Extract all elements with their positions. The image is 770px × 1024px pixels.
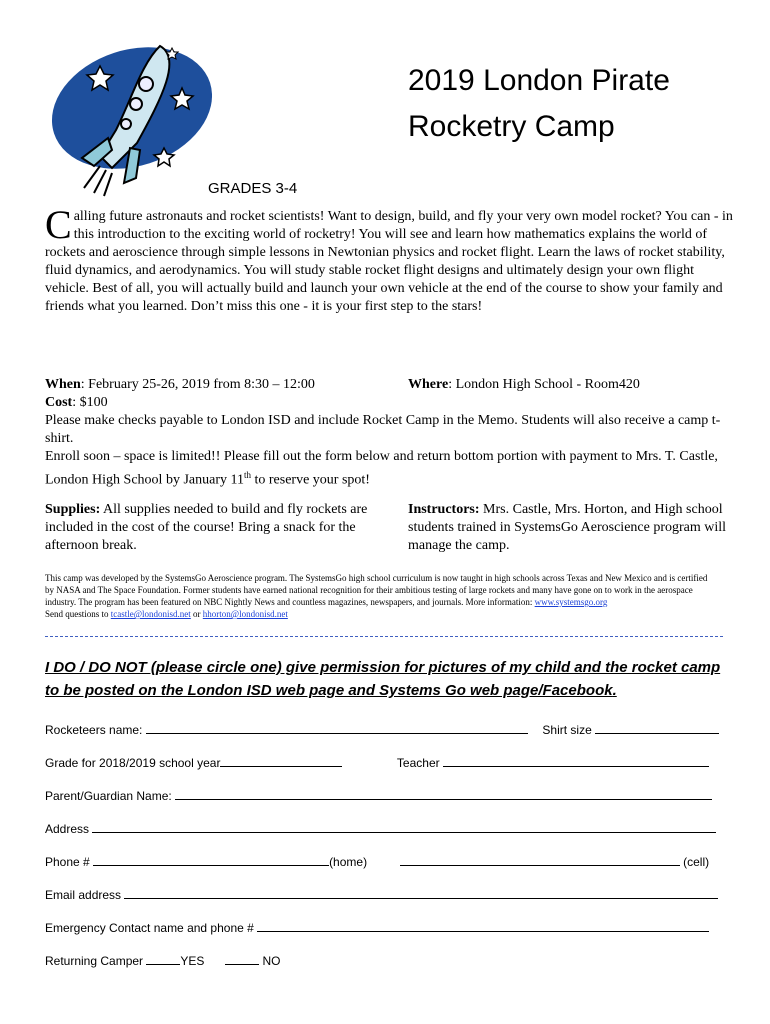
- enroll-sup: th: [243, 470, 251, 480]
- home-phone-field[interactable]: [93, 854, 329, 866]
- when-value: : February 25-26, 2019 from 8:30 – 12:00: [80, 377, 315, 392]
- drop-cap: C: [45, 202, 72, 247]
- name-field[interactable]: [146, 722, 528, 734]
- title-line-2: Rocketry Camp: [408, 110, 615, 143]
- form-row-email: [45, 887, 718, 903]
- parent-field[interactable]: [175, 788, 712, 800]
- permission-statement: [45, 656, 725, 702]
- cost-label: Cost: [45, 395, 73, 410]
- permission-text: I DO / DO NOT (please circle one) give permission for pictures of my child and the rocket camp to be posted on the London ISD web page and Systems Go web page/Facebook: [45, 659, 721, 699]
- instructors-section: [408, 501, 738, 555]
- cell-phone-field[interactable]: [400, 854, 680, 866]
- grade-label: Grade for 2018/2019 school year: [45, 756, 221, 770]
- form-row-parent: [45, 788, 712, 804]
- shirt-label: Shirt size: [542, 723, 592, 737]
- intro-paragraph: [45, 202, 735, 316]
- supplies-label: Supplies:: [45, 502, 101, 517]
- email-label: Email address: [45, 888, 122, 902]
- page-title: [408, 58, 748, 150]
- no-field[interactable]: [225, 953, 259, 965]
- enroll-text-b: to reserve your spot!: [250, 472, 370, 488]
- phone-label: Phone #: [45, 855, 90, 869]
- enroll-text-a: Enroll soon – space is limited!! Please fill out the form below and return bottom portion with payment to Mrs. T. Castle, London High School by January 11: [45, 449, 718, 488]
- form-row-address: [45, 821, 716, 837]
- form-row-phone: [45, 854, 709, 870]
- where-value: : London High School - Room420: [448, 377, 640, 392]
- cut-line: [45, 636, 723, 637]
- grades-label: GRADES 3-4: [208, 180, 298, 197]
- yes-field[interactable]: [146, 953, 180, 965]
- fine-print-text: This camp was developed by the SystemsGo Aeroscience program. The SystemsGo high school curriculum is now taught in high schools across Texas and New Mexico and is certified by NASA and The Space Foundation. Former students have earned national recognition for their ambitious testing of large rockets and many have gone on to work in the aerospace industry. The program has been featured on NBC Nightly News and countless magazines, newspapers, and journals. More information:: [45, 573, 708, 607]
- when-label: When: [45, 377, 81, 392]
- where-label: Where: [408, 377, 449, 392]
- supplies-instructors: [45, 501, 735, 557]
- title-line-1: 2019 London Pirate: [408, 64, 670, 97]
- details-block: [45, 394, 735, 490]
- instructors-label: Instructors:: [408, 502, 480, 517]
- email-link-horton[interactable]: hhorton@londonisd.net: [202, 609, 288, 619]
- fine-print: [45, 572, 715, 620]
- form-row-returning: [45, 953, 280, 969]
- returning-label: Returning Camper: [45, 954, 144, 968]
- rocket-window: [130, 98, 142, 110]
- rocket-exhaust: [84, 166, 112, 196]
- systemsgo-link[interactable]: www.systemsgo.org: [534, 597, 608, 607]
- yes-label: YES: [180, 954, 205, 968]
- instructors-text: Mrs. Castle, Mrs. Horton, and High school students trained in SystemsGo Aeroscience program will manage the camp.: [408, 502, 727, 553]
- teacher-field[interactable]: [443, 755, 709, 767]
- enroll-text: [45, 448, 735, 490]
- rocket-clipart: [42, 38, 212, 198]
- grade-field[interactable]: [220, 755, 342, 767]
- emergency-label: Emergency Contact name and phone #: [45, 921, 254, 935]
- when-where-row: [45, 376, 735, 394]
- checks-text: Please make checks payable to London ISD and include Rocket Camp in the Memo. Students will also receive a camp t-shirt.: [45, 413, 721, 446]
- intro-body: You can - in this introduction to the exciting world of rocketry! You will see and learn how mathematics explains the world of rockets and aeroscience through simple lessons in Newtonian physics and rocket flight. Learn the laws of rocket stability, fluid dynamics, and aerodynamics. You will study stable rocket flight designs and ultimately design your own flight vehicle. Best of all, you will actually build and launch your own vehicle at the end of the course to show your family and friends what you learned. Don’t miss this one - it is your first step to the stars!: [45, 209, 733, 314]
- address-field[interactable]: [92, 821, 716, 833]
- home-label: (home): [329, 855, 368, 869]
- email-link-castle[interactable]: tcastle@londonisd.net: [110, 609, 191, 619]
- form-row-emergency: [45, 920, 709, 936]
- address-label: Address: [45, 822, 90, 836]
- teacher-label: Teacher: [396, 756, 440, 770]
- shirt-size-field[interactable]: [595, 722, 719, 734]
- permission-end: .: [612, 682, 617, 699]
- email-field[interactable]: [124, 887, 718, 899]
- no-label: NO: [262, 954, 281, 968]
- name-label: Rocketeers name:: [45, 723, 143, 737]
- supplies-section: [45, 501, 385, 555]
- parent-label: Parent/Guardian Name:: [45, 789, 172, 803]
- cell-label: (cell): [683, 855, 710, 869]
- cost-value: : $100: [72, 395, 108, 410]
- form-row-grade: [45, 755, 709, 771]
- supplies-text: All supplies needed to build and fly rockets are included in the cost of the course! Bring a snack for the afternoon break.: [45, 502, 368, 553]
- rocket-window: [139, 77, 153, 91]
- rocket-window: [121, 119, 131, 129]
- or-text: or: [190, 609, 203, 619]
- emergency-field[interactable]: [257, 920, 709, 932]
- form-row-name: [45, 722, 719, 738]
- questions-text: Send questions to: [45, 609, 111, 619]
- intro-lead: alling future astronauts and rocket scientists! Want to design, build, and fly your very own model rocket?: [73, 209, 662, 224]
